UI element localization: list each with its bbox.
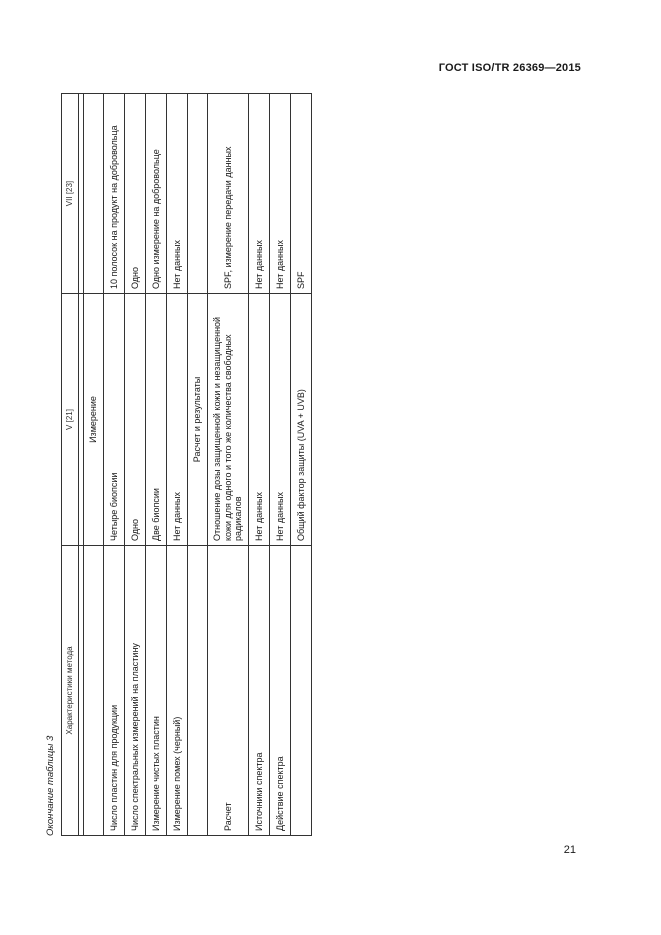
- table-row: [146, 94, 167, 836]
- cell-v21: Четыре биопсии: [104, 294, 125, 546]
- section-title: Расчет и результаты: [188, 294, 208, 546]
- cell-characteristic: Измерение чистых пластин: [146, 546, 167, 836]
- section-title: Измерение: [84, 294, 104, 546]
- table-header-row: [62, 94, 79, 836]
- page-number: 21: [563, 844, 576, 856]
- table-caption: Окончание таблицы 3: [45, 735, 56, 836]
- rotated-table-block: [45, 94, 306, 836]
- table-row: [104, 94, 125, 836]
- characteristics-table: [61, 93, 312, 836]
- document-code: ГОСТ ISO/TR 26369—2015: [438, 62, 581, 74]
- cell-characteristic: Действие спектра: [270, 546, 291, 836]
- table-row: [291, 94, 312, 836]
- cell-v21: Нет данных: [249, 294, 270, 546]
- header-vii23: VII [23]: [62, 94, 79, 294]
- header-v21: V [21]: [62, 294, 79, 546]
- cell-vii23: Одно: [125, 94, 146, 294]
- table-row: [270, 94, 291, 836]
- cell-vii23: SPF, измерение передачи данных: [208, 94, 249, 294]
- cell-characteristic: Измерение помех (черный): [167, 546, 188, 836]
- cell-v21: Одно: [125, 294, 146, 546]
- header-characteristics: Характеристики метода: [62, 546, 79, 836]
- table-row: [208, 94, 249, 836]
- cell-vii23: Нет данных: [249, 94, 270, 294]
- section-row: [188, 94, 208, 836]
- cell-characteristic: Число спектральных измерений на пластину: [125, 546, 146, 836]
- cell-vii23: Одно измерение на добровольце: [146, 94, 167, 294]
- section-row: [84, 94, 104, 836]
- cell-vii23: Нет данных: [270, 94, 291, 294]
- cell-vii23: SPF: [291, 94, 312, 294]
- cell-characteristic: Число пластин для продукции: [104, 546, 125, 836]
- cell-vii23: Нет данных: [167, 94, 188, 294]
- table-row: [125, 94, 146, 836]
- table-row: [249, 94, 270, 836]
- cell-characteristic: Источники спектра: [249, 546, 270, 836]
- cell-characteristic: [291, 546, 312, 836]
- cell-characteristic: Расчет: [208, 546, 249, 836]
- cell-v21: Отношение дозы защищенной кожи и незащищенной кожи для одного и того же количества свободных радикалов: [208, 294, 249, 546]
- table-row: [167, 94, 188, 836]
- cell-vii23: 10 полосок на продукт на добровольца: [104, 94, 125, 294]
- cell-v21: Нет данных: [167, 294, 188, 546]
- cell-v21: Общий фактор защиты (UVA + UVB): [291, 294, 312, 546]
- cell-v21: Две биопсии: [146, 294, 167, 546]
- cell-v21: Нет данных: [270, 294, 291, 546]
